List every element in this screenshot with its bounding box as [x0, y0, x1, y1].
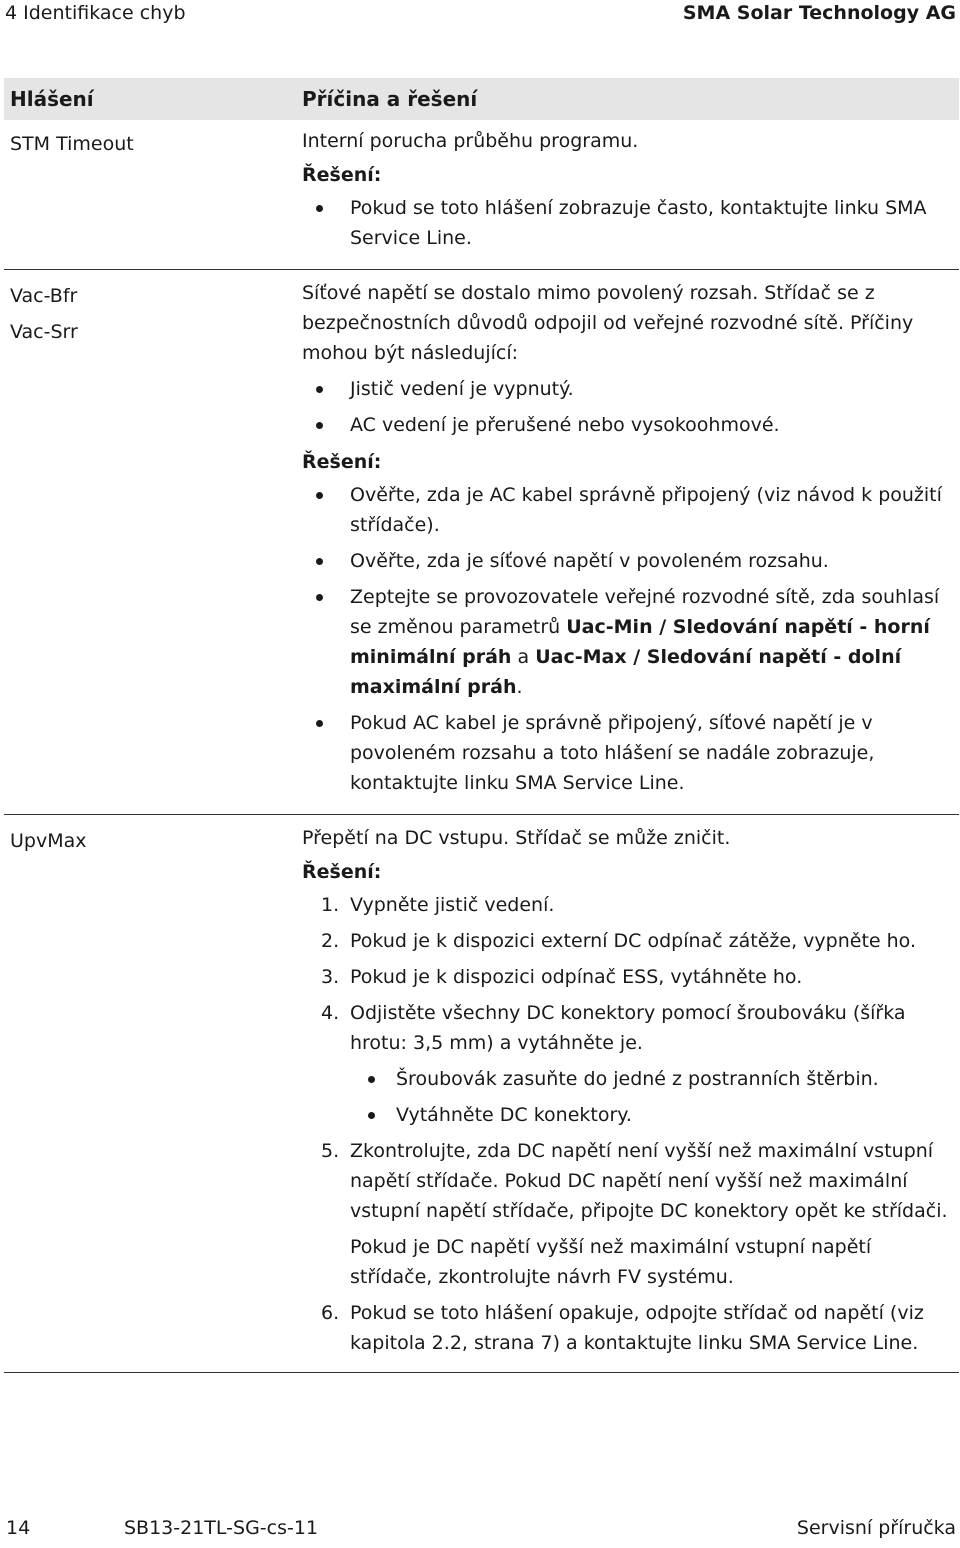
list-item: Vytáhněte DC konektory.: [350, 1100, 955, 1130]
error-code: Vac-Bfr: [10, 285, 78, 307]
steps-list: [302, 890, 955, 1358]
list-item: Jistič vedení je vypnutý.: [302, 374, 955, 404]
solution-list: [302, 480, 955, 798]
step-item: 1. Vypněte jistič vedení.: [321, 894, 555, 916]
parameter-name: Uac-Min / Sledování napětí - horní minimální práh: [350, 616, 930, 668]
step-item: 3. Pokud je k dispozici odpínač ESS, vytáhněte ho.: [321, 966, 803, 988]
header-section: 4 Identifikace chyb: [5, 2, 186, 24]
solution-list: [302, 193, 955, 253]
page-number: 14: [6, 1517, 31, 1539]
table-row-stm-timeout: [4, 120, 959, 270]
cause-text: Síťové napětí se dostalo mimo povolený rozsah. Střídač se z bezpečnostních důvodů odpojil od veřejné rozvodné sítě. Příčiny mohou být následující:: [302, 282, 914, 364]
bullet-icon: [316, 386, 323, 393]
bullet-icon: [316, 422, 323, 429]
list-item: Ověřte, zda je síťové napětí v povoleném rozsahu.: [302, 546, 955, 576]
error-code: STM Timeout: [10, 133, 134, 155]
parameter-name: Uac-Max / Sledování napětí - dolní maximální práh: [350, 646, 902, 698]
solution-label: Řešení:: [302, 164, 382, 186]
bullet-icon: [316, 594, 323, 601]
cause-text: Interní porucha průběhu programu.: [302, 130, 639, 152]
document-title: Servisní příručka: [796, 1517, 956, 1539]
list-item: Pokud AC kabel je správně připojený, síťové napětí je v povoleném rozsahu a toto hlášení se nadále zobrazuje, kontaktujte linku SMA Service Line.: [302, 708, 955, 798]
cause-text: Přepětí na DC vstupu. Střídač se může zničit.: [302, 827, 731, 849]
list-item: AC vedení je přerušené nebo vysokoohmové.: [302, 410, 955, 440]
step-item: 6. Pokud se toto hlášení opakuje, odpojte střídač od napětí (viz kapitola 2.2, strana 7) a kontaktujte linku SMA Service Line.: [321, 1302, 924, 1354]
cause-list: [302, 374, 955, 440]
col-header-cause-solution: Příčina a řešení: [290, 78, 959, 120]
bullet-icon: [368, 1112, 375, 1119]
error-code: Vac-Srr: [10, 321, 78, 343]
error-code: UpvMax: [10, 830, 87, 852]
bullet-icon: [316, 492, 323, 499]
table-row-upvmax: [4, 815, 959, 1373]
list-item: Zeptejte se provozovatele veřejné rozvodné sítě, zda souhlasí se změnou parametrů Uac-Min / Sledování napětí - horní minimální práh a Uac-Max / Sledování napětí - dolní maximální práh.: [302, 582, 955, 702]
table-row-vac: [4, 270, 959, 815]
sub-list: [350, 1064, 955, 1130]
header-company: SMA Solar Technology AG: [682, 2, 956, 24]
list-item: Pokud se toto hlášení zobrazuje často, kontaktujte linku SMA Service Line.: [302, 193, 955, 253]
step-note: Pokud je DC napětí vyšší než maximální vstupní napětí střídače, zkontrolujte návrh FV systému.: [350, 1236, 872, 1288]
bullet-icon: [316, 205, 323, 212]
solution-label: Řešení:: [302, 861, 382, 883]
step-item: 2. Pokud je k dispozici externí DC odpínač zátěže, vypněte ho.: [321, 930, 916, 952]
list-item: Ověřte, zda je AC kabel správně připojený (viz návod k použití střídače).: [302, 480, 955, 540]
bullet-icon: [368, 1076, 375, 1083]
step-item: 4. Odjistěte všechny DC konektory pomocí šroubováku (šířka hrotu: 3,5 mm) a vytáhněte je. Šroubovák zasuňte do jedné z postranních štěrbin. Vytáhněte DC konektory.: [302, 998, 955, 1130]
bullet-icon: [316, 720, 323, 727]
list-item: Šroubovák zasuňte do jedné z postranních štěrbin.: [350, 1064, 955, 1094]
table-header-row: [4, 78, 959, 120]
col-header-message: Hlášení: [4, 78, 290, 120]
document-id: SB13-21TL-SG-cs-11: [124, 1517, 319, 1539]
step-item: 5. Zkontrolujte, zda DC napětí není vyšší než maximální vstupní napětí střídače. Pokud DC napětí není vyšší než maximální vstupní napětí střídače, připojte DC konektory opět ke střídači. Pokud je DC napětí vyšší než maximální vstupní napětí střídače, zkontrolujte návrh FV systému.: [302, 1136, 955, 1292]
error-table: [4, 78, 959, 1373]
bullet-icon: [316, 558, 323, 565]
solution-label: Řešení:: [302, 451, 382, 473]
